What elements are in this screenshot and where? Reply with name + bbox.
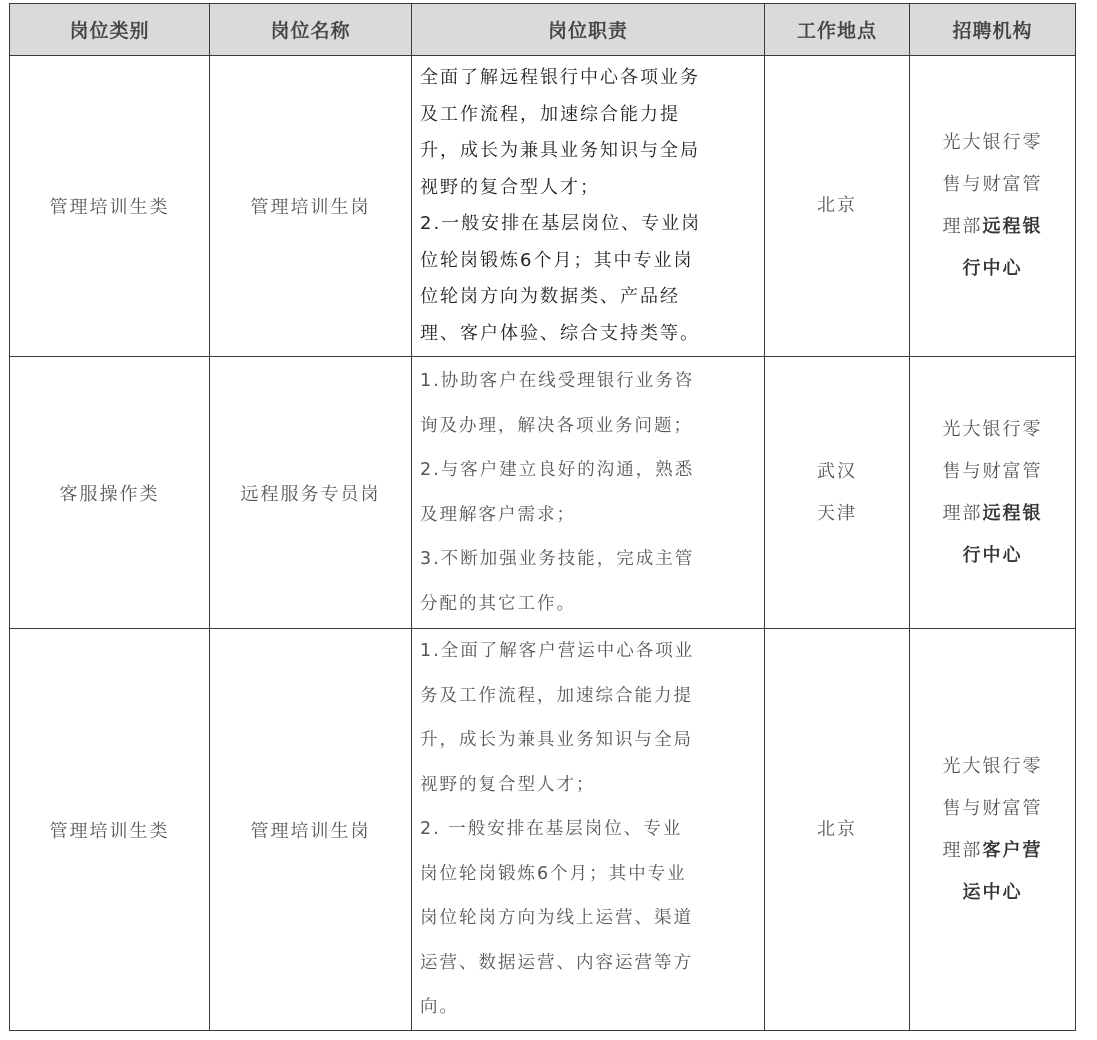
cell-category: 管理培训生类 xyxy=(10,629,210,1031)
header-org: 招聘机构 xyxy=(910,4,1076,56)
duty-line: 位轮岗锻炼6个月；其中专业岗 xyxy=(420,249,694,271)
duty-line: 升，成长为兼具业务知识与全局 xyxy=(420,730,693,751)
duty-line: 及工作流程，加速综合能力提 xyxy=(420,103,680,125)
org-text: 售与财富管 xyxy=(942,174,1043,195)
org-dept-bold: 客户营 xyxy=(982,839,1043,861)
job-table xyxy=(9,3,1076,1031)
duty-line: 1.协助客户在线受理银行业务咨 xyxy=(420,371,695,391)
cell-location xyxy=(765,357,910,629)
location-text: 北京 xyxy=(817,195,857,216)
header-category: 岗位类别 xyxy=(10,4,210,56)
org-text: 光大银行零 xyxy=(942,132,1043,153)
org-text: 光大银行零 xyxy=(942,755,1043,777)
cell-org xyxy=(910,629,1076,1031)
duty-line: 3.不断加强业务技能，完成主管 xyxy=(420,549,695,569)
org-text: 售与财富管 xyxy=(942,460,1043,482)
cell-duties xyxy=(412,357,765,629)
table-row xyxy=(10,56,1076,357)
cell-location xyxy=(765,629,910,1031)
cell-name: 管理培训生岗 xyxy=(210,56,412,357)
location-text: 武汉 xyxy=(817,460,857,482)
duty-line: 理、客户体验、综合支持类等。 xyxy=(420,322,700,344)
header-duties: 岗位职责 xyxy=(412,4,765,56)
cell-category: 客服操作类 xyxy=(10,357,210,629)
header-location: 工作地点 xyxy=(765,4,910,56)
org-dept-bold: 远程银 xyxy=(982,502,1043,524)
duty-line: 分配的其它工作。 xyxy=(420,593,576,614)
org-text: 售与财富管 xyxy=(942,797,1043,819)
duty-line: 视野的复合型人才； xyxy=(420,774,596,795)
cell-org xyxy=(910,56,1076,357)
org-text: 光大银行零 xyxy=(942,418,1043,440)
org-dept-bold: 运中心 xyxy=(962,881,1023,903)
org-text: 理部 xyxy=(942,502,983,524)
duty-line: 向。 xyxy=(420,997,459,1018)
location-text: 北京 xyxy=(817,818,857,840)
cell-name: 远程服务专员岗 xyxy=(210,357,412,629)
cell-name: 管理培训生岗 xyxy=(210,629,412,1031)
cell-duties xyxy=(412,629,765,1031)
org-text: 理部 xyxy=(942,216,983,237)
duty-line: 务及工作流程，加速综合能力提 xyxy=(420,685,693,706)
duty-line: 运营、数据运营、内容运营等方 xyxy=(420,952,693,973)
duty-line: 视野的复合型人才； xyxy=(420,176,600,198)
org-text: 理部 xyxy=(942,839,983,861)
duty-line: 2. 一般安排在基层岗位、专业 xyxy=(420,819,683,840)
location-text: 天津 xyxy=(817,502,857,524)
duty-line: 升，成长为兼具业务知识与全局 xyxy=(420,140,700,161)
org-dept-bold: 远程银 xyxy=(982,216,1043,237)
table-header xyxy=(10,4,1076,56)
duty-line: 及理解客户需求； xyxy=(420,504,576,525)
duty-line: 2.一般安排在基层岗位、专业岗 xyxy=(420,213,702,234)
cell-duties xyxy=(412,56,765,357)
header-name: 岗位名称 xyxy=(210,4,412,56)
cell-org xyxy=(910,357,1076,629)
duty-line: 岗位轮岗方向为线上运营、渠道 xyxy=(420,908,693,929)
duty-line: 2.与客户建立良好的沟通，熟悉 xyxy=(420,460,695,480)
duty-line: 1.全面了解客户营运中心各项业 xyxy=(420,641,695,662)
table-row xyxy=(10,357,1076,629)
org-dept-bold: 行中心 xyxy=(962,258,1023,279)
duty-line: 位轮岗方向为数据类、产品经 xyxy=(420,286,680,307)
duty-line: 岗位轮岗锻炼6个月；其中专业 xyxy=(420,863,687,884)
org-dept-bold: 行中心 xyxy=(962,544,1023,566)
cell-category: 管理培训生类 xyxy=(10,56,210,357)
duty-line: 全面了解远程银行中心各项业务 xyxy=(420,67,700,88)
table-row xyxy=(10,629,1076,1031)
cell-location xyxy=(765,56,910,357)
duty-line: 询及办理，解决各项业务问题； xyxy=(420,415,693,436)
